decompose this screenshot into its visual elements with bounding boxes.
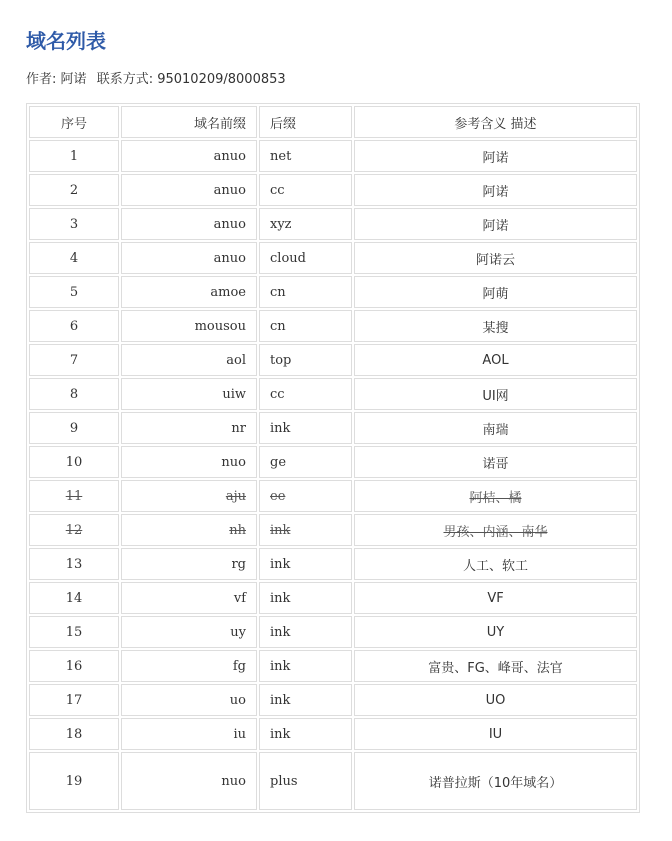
cell-desc: 阿诺 (354, 140, 637, 172)
cell-num: 14 (29, 582, 119, 614)
cell-num: 9 (29, 412, 119, 444)
table-body (29, 140, 637, 810)
cell-desc: 阿诺云 (354, 242, 637, 274)
author-label: 作者: (26, 72, 57, 87)
cell-num: 19 (29, 752, 119, 810)
table-row (29, 718, 637, 750)
cell-num: 2 (29, 174, 119, 206)
table-row (29, 378, 637, 410)
cell-suffix: ink (259, 548, 352, 580)
cell-suffix: xyz (259, 208, 352, 240)
cell-num: 13 (29, 548, 119, 580)
cell-desc: 阿诺 (354, 174, 637, 206)
cell-num: 17 (29, 684, 119, 716)
cell-num: 15 (29, 616, 119, 648)
cell-prefix: fg (121, 650, 257, 682)
cell-prefix: anuo (121, 208, 257, 240)
cell-suffix: net (259, 140, 352, 172)
cell-prefix: nuo (121, 446, 257, 478)
table-row (29, 650, 637, 682)
table-row (29, 480, 637, 512)
cell-suffix: ink (259, 684, 352, 716)
author-line (26, 70, 286, 90)
cell-num: 5 (29, 276, 119, 308)
cell-prefix: iu (121, 718, 257, 750)
table-row (29, 242, 637, 274)
header-desc: 参考含义 描述 (354, 106, 637, 138)
cell-num: 1 (29, 140, 119, 172)
table-row (29, 174, 637, 206)
cell-desc: VF (354, 582, 637, 614)
cell-num: 16 (29, 650, 119, 682)
cell-num: 3 (29, 208, 119, 240)
table-row (29, 276, 637, 308)
cell-desc: AOL (354, 344, 637, 376)
cell-suffix: ink (259, 718, 352, 750)
cell-prefix: amoe (121, 276, 257, 308)
cell-prefix: mousou (121, 310, 257, 342)
contact-value: 95010209/8000853 (157, 72, 286, 87)
cell-prefix: aol (121, 344, 257, 376)
cell-num: 11 (29, 480, 119, 512)
domain-table (26, 103, 640, 813)
table-header-row (29, 106, 637, 138)
cell-prefix: vf (121, 582, 257, 614)
table-row (29, 208, 637, 240)
cell-prefix: nr (121, 412, 257, 444)
cell-prefix: nuo (121, 752, 257, 810)
table-row (29, 140, 637, 172)
page-title: 域名列表 (26, 29, 106, 53)
table-row (29, 344, 637, 376)
cell-suffix: ge (259, 446, 352, 478)
cell-suffix: plus (259, 752, 352, 810)
cell-prefix: anuo (121, 140, 257, 172)
cell-suffix: ink (259, 412, 352, 444)
cell-suffix: ink (259, 582, 352, 614)
cell-num: 8 (29, 378, 119, 410)
cell-desc: IU (354, 718, 637, 750)
header-num: 序号 (29, 106, 119, 138)
cell-desc: 人工、软工 (354, 548, 637, 580)
cell-suffix: cloud (259, 242, 352, 274)
cell-num: 18 (29, 718, 119, 750)
cell-desc: 诺普拉斯（10年域名） (354, 752, 637, 810)
contact-label: 联系方式: (96, 72, 154, 87)
header-suffix: 后缀 (259, 106, 352, 138)
cell-desc: 南瑞 (354, 412, 637, 444)
cell-suffix: top (259, 344, 352, 376)
table-row (29, 514, 637, 546)
cell-suffix: ee (259, 480, 352, 512)
cell-desc: 某搜 (354, 310, 637, 342)
cell-prefix: rg (121, 548, 257, 580)
cell-num: 6 (29, 310, 119, 342)
table-row (29, 616, 637, 648)
cell-num: 12 (29, 514, 119, 546)
cell-suffix: cn (259, 310, 352, 342)
cell-desc: 阿萌 (354, 276, 637, 308)
cell-desc: 富贵、FG、峰哥、法官 (354, 650, 637, 682)
cell-suffix: ink (259, 616, 352, 648)
cell-desc: 诺哥 (354, 446, 637, 478)
cell-prefix: aju (121, 480, 257, 512)
cell-num: 10 (29, 446, 119, 478)
cell-desc: UY (354, 616, 637, 648)
cell-desc: 男孩、内涵、南华 (354, 514, 637, 546)
table-row (29, 446, 637, 478)
cell-prefix: nh (121, 514, 257, 546)
cell-suffix: ink (259, 514, 352, 546)
cell-desc: 阿诺 (354, 208, 637, 240)
cell-suffix: cc (259, 174, 352, 206)
table-row (29, 684, 637, 716)
cell-prefix: uo (121, 684, 257, 716)
table-row (29, 752, 637, 810)
cell-num: 7 (29, 344, 119, 376)
cell-prefix: anuo (121, 242, 257, 274)
cell-desc: 阿桔、橘 (354, 480, 637, 512)
table-row (29, 582, 637, 614)
cell-suffix: ink (259, 650, 352, 682)
table-row (29, 310, 637, 342)
cell-prefix: uiw (121, 378, 257, 410)
table-row (29, 412, 637, 444)
header-prefix: 域名前缀 (121, 106, 257, 138)
cell-suffix: cn (259, 276, 352, 308)
cell-num: 4 (29, 242, 119, 274)
cell-prefix: uy (121, 616, 257, 648)
cell-desc: UO (354, 684, 637, 716)
cell-desc: UI网 (354, 378, 637, 410)
table-row (29, 548, 637, 580)
cell-prefix: anuo (121, 174, 257, 206)
cell-suffix: cc (259, 378, 352, 410)
author-name: 阿诺 (60, 72, 87, 87)
